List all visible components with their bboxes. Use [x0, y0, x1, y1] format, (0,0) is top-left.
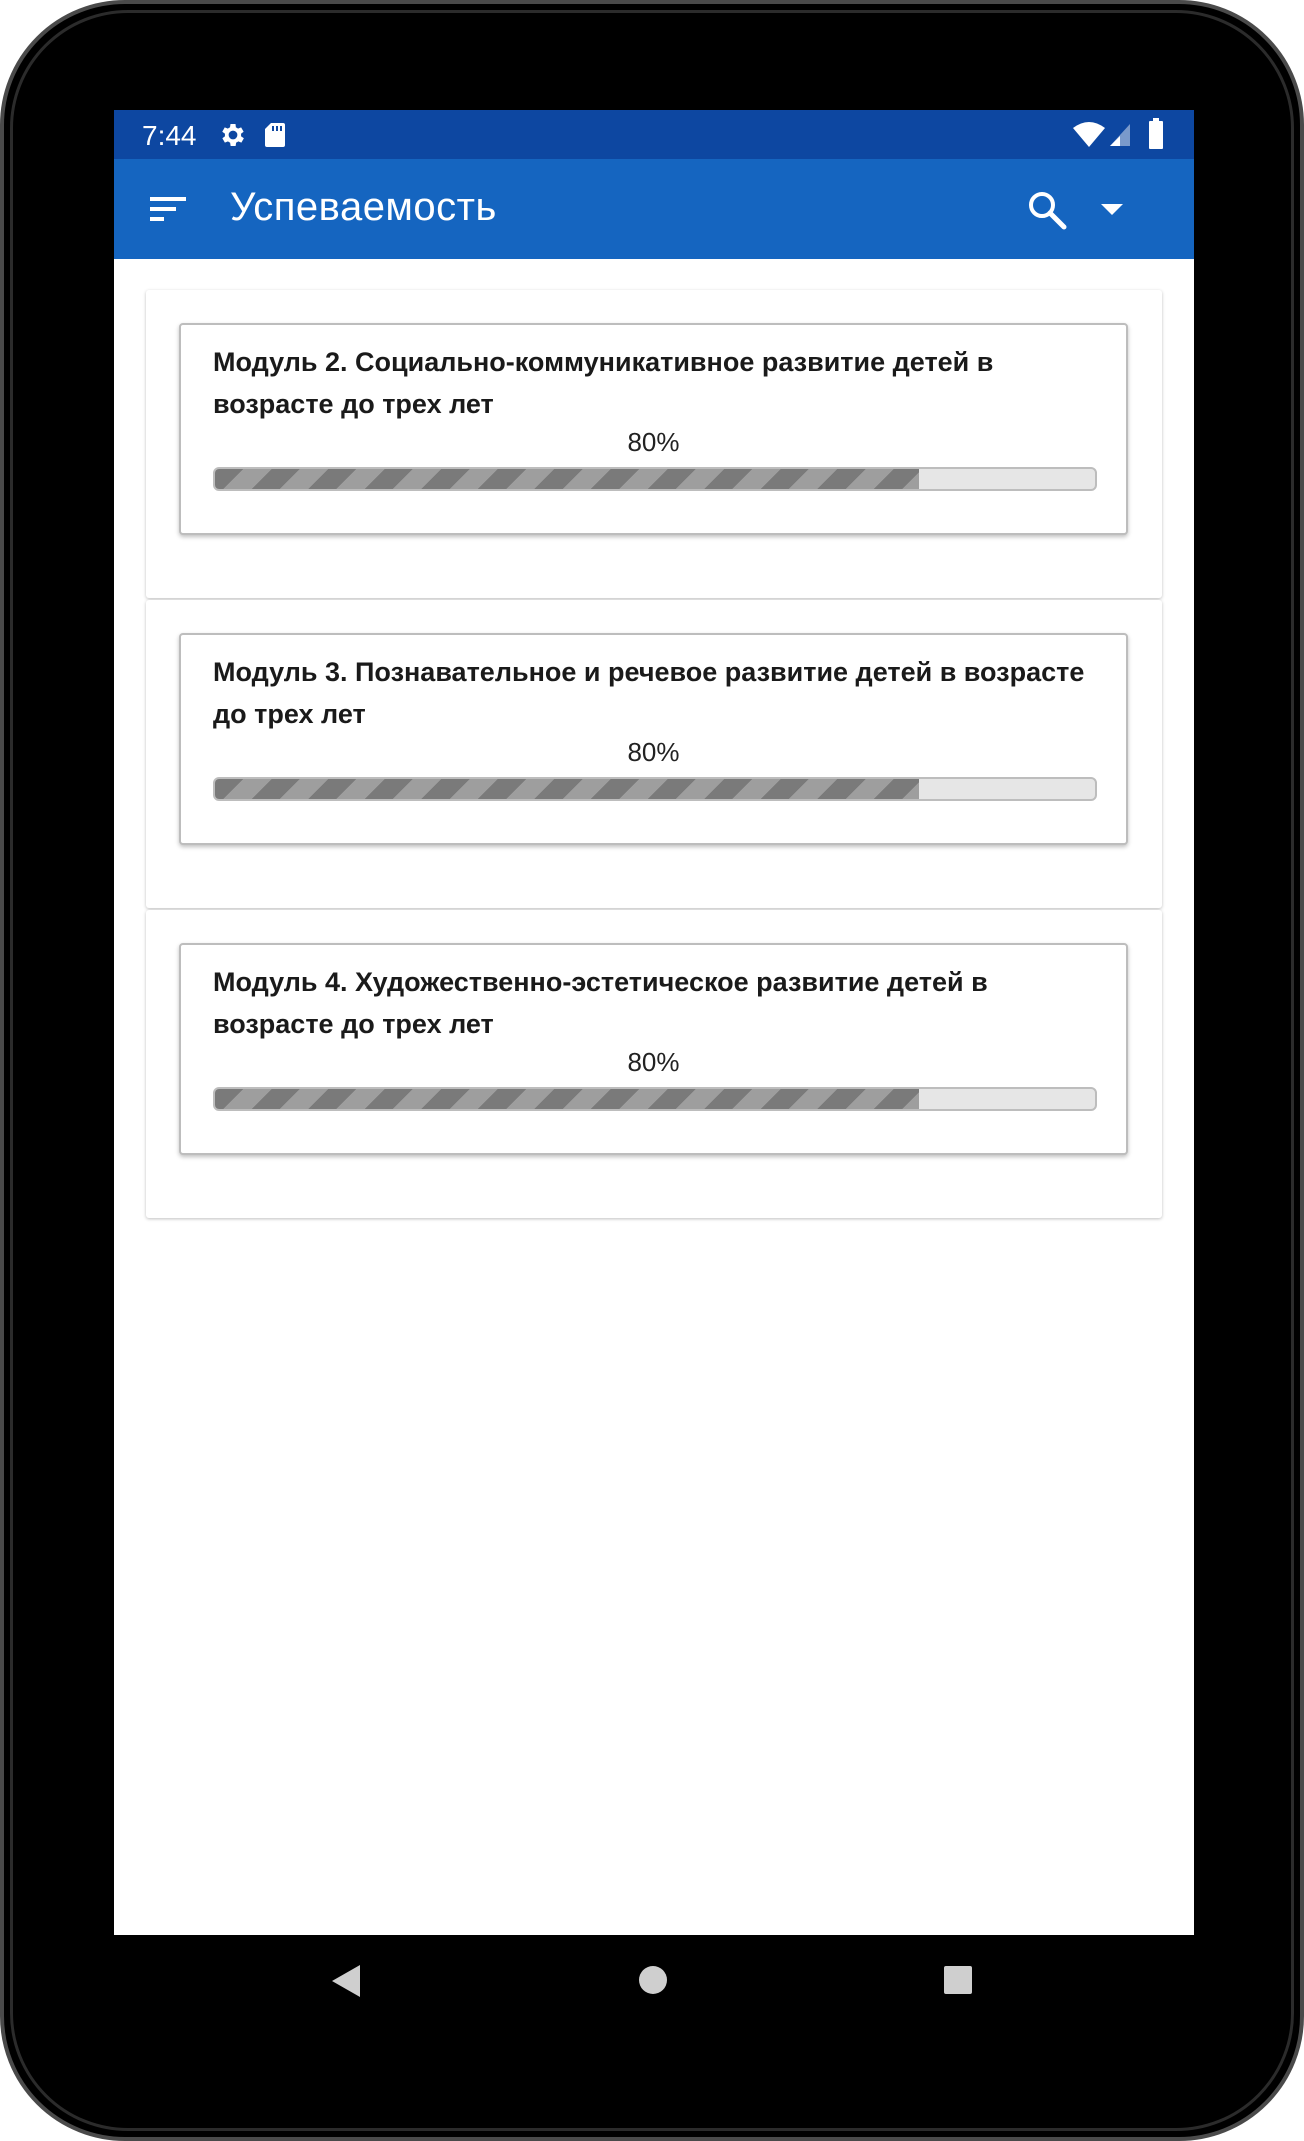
recent-apps-icon[interactable]	[943, 1965, 973, 1995]
sd-card-icon	[264, 122, 286, 148]
progress-label: 80%	[627, 427, 680, 457]
app-bar	[114, 159, 1194, 259]
back-icon[interactable]	[330, 1963, 362, 1999]
module-card[interactable]	[146, 290, 1162, 598]
module-card[interactable]	[146, 600, 1162, 908]
progress-fill	[215, 779, 919, 799]
progress-label: 80%	[627, 737, 680, 767]
status-time: 7:44	[142, 120, 197, 151]
screen	[114, 110, 1194, 1935]
module-inner-card[interactable]	[179, 943, 1128, 1155]
progress-fill	[215, 1089, 919, 1109]
module-title: Модуль 3. Познавательное и речевое развитие детей в возрасте до трех лет	[213, 657, 1085, 729]
home-icon[interactable]	[638, 1965, 668, 1995]
progress-fill	[215, 469, 919, 489]
module-inner-card[interactable]	[179, 323, 1128, 535]
signal-icon	[1108, 122, 1132, 148]
progress-bar	[213, 777, 1097, 801]
module-card[interactable]	[146, 910, 1162, 1218]
module-list	[146, 290, 1164, 1220]
page-title: Успеваемость	[230, 185, 497, 229]
module-title: Модуль 2. Социально-коммуникативное развитие детей в возрасте до трех лет	[213, 347, 994, 419]
status-bar	[114, 110, 1194, 159]
progress-bar	[213, 1087, 1097, 1111]
gear-icon	[218, 120, 248, 150]
module-title: Модуль 4. Художественно-эстетическое развитие детей в возрасте до трех лет	[213, 967, 988, 1039]
wifi-icon	[1072, 122, 1106, 148]
module-inner-card[interactable]	[179, 633, 1128, 845]
progress-label: 80%	[627, 1047, 680, 1077]
battery-icon	[1148, 118, 1164, 150]
menu-icon[interactable]	[148, 191, 188, 227]
search-icon[interactable]	[1026, 189, 1068, 231]
progress-bar	[213, 467, 1097, 491]
navigation-bar	[0, 1935, 1304, 2025]
dropdown-icon[interactable]	[1098, 201, 1126, 219]
